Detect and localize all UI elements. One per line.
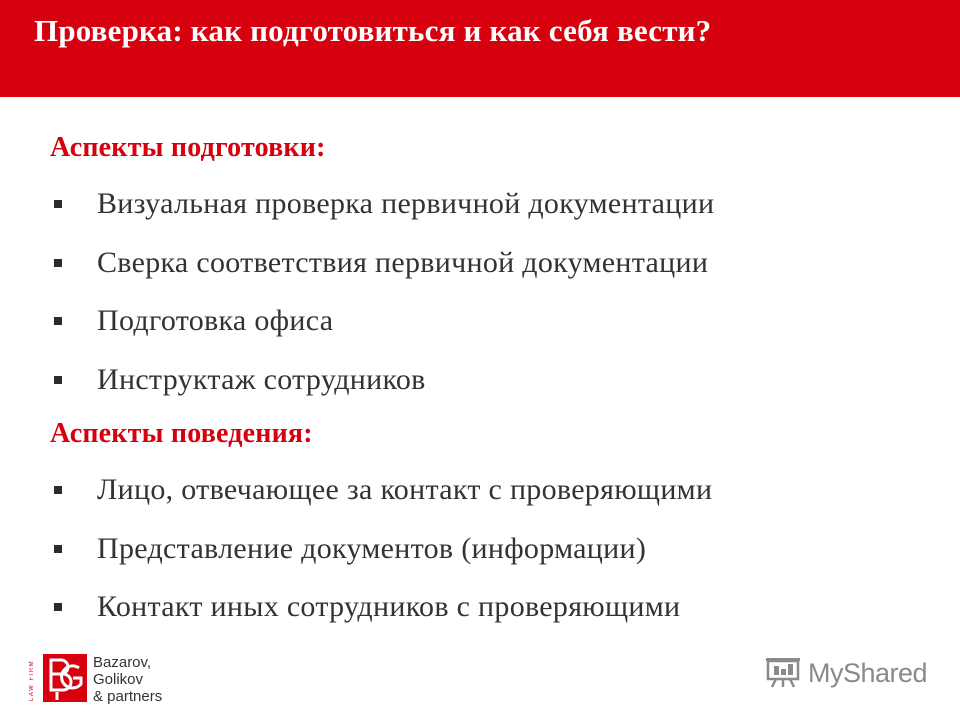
square-bullet-icon [54,317,62,325]
square-bullet-icon [54,486,62,494]
myshared-watermark [766,657,936,689]
logo-line: Golikov [93,671,144,688]
logo-line: Bazarov, [93,654,152,671]
square-bullet-icon [54,603,62,611]
list-item [0,304,960,363]
section-heading-preparation: Аспекты подготовки: [50,132,326,163]
title-bar [0,0,960,97]
square-bullet-icon [54,545,62,553]
logo-vertical-text: LAW FIRM [29,659,35,701]
presentation-board-icon [766,657,802,689]
list-item-text: Лицо, отвечающее за контакт с проверяющими [97,473,713,506]
square-bullet-icon [54,259,62,267]
list-item-text: Подготовка офиса [97,304,334,337]
list-item-text: Контакт иных сотрудников с проверяющими [97,590,681,623]
behavior-list [0,473,960,649]
list-item [0,532,960,591]
list-item [0,363,960,422]
logo-line: & partners [93,688,163,705]
slide-title: Проверка: как подготовиться и как себя вести? [34,13,712,48]
logo-wordmark [93,654,162,705]
company-logo [29,652,179,708]
list-item [0,473,960,532]
list-item [0,187,960,246]
list-item [0,246,960,305]
square-bullet-icon [54,200,62,208]
square-bullet-icon [54,376,62,384]
list-item-text: Представление документов (информации) [97,531,647,565]
list-item-text: Сверка соответствия первичной документации [97,245,709,279]
bgp-monogram-icon [43,654,87,702]
preparation-list [0,187,960,421]
section-heading-behavior: Аспекты поведения: [50,418,313,449]
watermark-text: MyShared [808,658,928,688]
list-item-text: Визуальная проверка первичной документации [97,187,715,220]
list-item-text: Инструктаж сотрудников [97,362,426,396]
list-item [0,590,960,649]
